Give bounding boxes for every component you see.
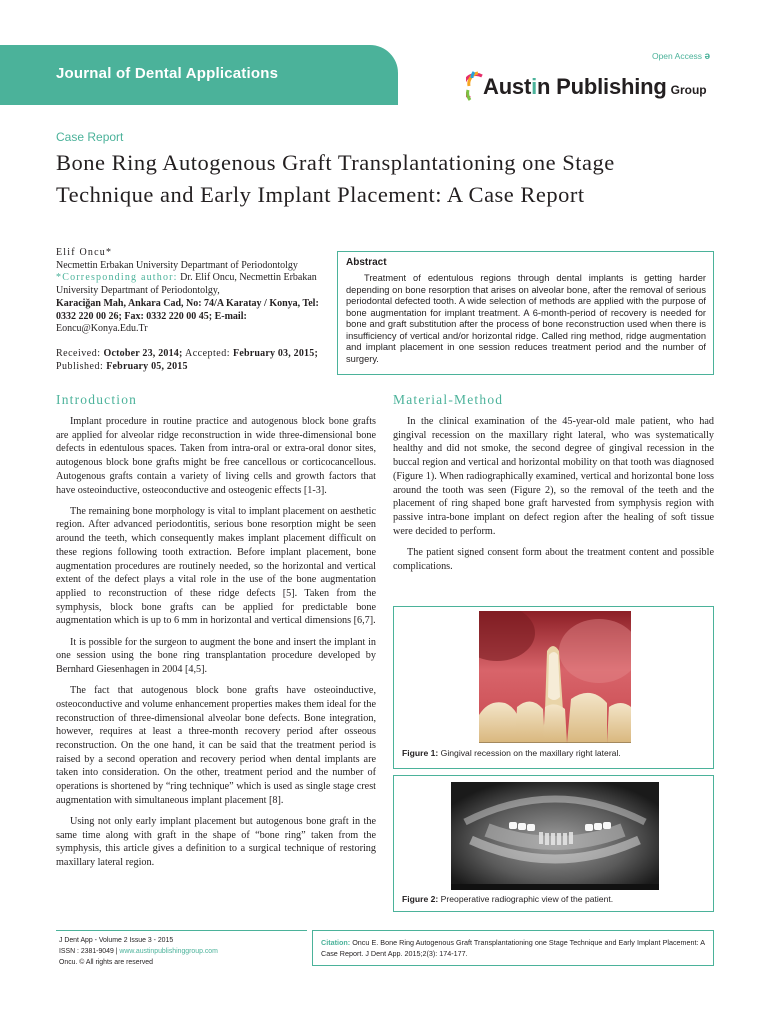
received-date: October 23, 2014; [103, 347, 183, 359]
received-label: Received: [56, 347, 104, 359]
abstract-text: Treatment of edentulous regions through dental implants is getting harder depending on bone resorption that arises on alveolar bone, after the removal of serious periodontal defected tooth. A wide selection of methods are applied with the purpose of bone augmentation for implant treatment. A 6-month-period of recovery is needed for bone and graft substitution after the process of bone reconstruction used when there is insufficiency of vertical and/or horizontal ridge. Called ring method, ridge augmentation and implant placement in one session reduces treatment period and the number of surgery. [346, 273, 706, 364]
figure-1-caption [402, 748, 621, 758]
open-lock-icon: ə [704, 51, 710, 62]
footer-issn: ISSN : 2381-9049 | [59, 947, 120, 955]
introduction-paragraph: The fact that autogenous block bone grafts have osteoinductive, osteoconductive and volume enhancement properties makes them ideal for the reconstruction of three-dimensional alveolar bone defects. Bone integration, however, requires at least a three-month recovery period after osseous reconstruction. On the one hand, it can be said that the treatment period is raised by a second operation and recovery period when dental implants are taken into consideration. On the other, treatment period and the number of operations is shortened by “ring technique” which is used as single stage crest augmentation with simultaneous implant placement [8]. [56, 685, 376, 806]
figure-1-label: Figure 1: [402, 748, 439, 758]
published-label: Published: [56, 360, 107, 372]
figure-1-caption-text: Gingival recession on the maxillary right lateral. [438, 748, 621, 758]
publisher-group-label: Group [670, 83, 707, 97]
footer-volume: J Dent App - Volume 2 Issue 3 - 2015 [59, 937, 174, 944]
footer-website-link[interactable]: www.austinpublishinggroup.com [119, 947, 218, 955]
figure-1-clinical-photo [479, 611, 631, 743]
figure-2-caption-text: Preoperative radiographic view of the patient. [438, 894, 614, 904]
corresponding-author [56, 272, 320, 297]
article-title: Bone Ring Autogenous Graft Transplantationing one Stage Technique and Early Implant Placement: A Case Report [56, 150, 615, 207]
introduction-paragraph: The remaining bone morphology is vital to implant placement on aesthetic region. After advanced periodontitis, serious bone resorption might be seen around the teeth, which consequently makes implant placement difficult on these regions following tooth extraction. Before implant placement, bone augmentation procedures are routinely needed, so the horizontal and vertical extent of the defect plays a vital role in the use of the bone augmentation applied to reconstruction of these ridge defects [5]. Taken from the symphysis, block bone grafts can be applied for predictable bone augmentation which is up to 6 mm in horizontal and vertical dimensions [6,7]. [56, 505, 376, 627]
introduction-heading: Introduction [56, 392, 138, 407]
article-type: Case Report [56, 130, 124, 144]
accepted-date: February 03, 2015; [233, 347, 318, 359]
introduction-paragraph: Using not only early implant placement but autogenous bone graft in the same time along with graft in the shape of “bone ring” taken from the symphysis, this article gives a definition to a surgical technique of restoring maxillary lateral region. [56, 815, 376, 869]
abstract-heading: Abstract [346, 257, 387, 268]
corresponding-author-label: *Corresponding author: [56, 272, 178, 284]
citation-box [312, 930, 714, 966]
footer-divider [56, 930, 307, 931]
publisher-name-main: Austin Publishing [483, 74, 667, 99]
figure-2-label: Figure 2: [402, 894, 439, 904]
publisher-logo [466, 70, 716, 106]
figure-2-caption [402, 894, 613, 904]
author-block [56, 247, 320, 373]
method-column [393, 415, 714, 581]
introduction-column [56, 415, 376, 877]
author-name: Elif Oncu* [56, 247, 113, 258]
footer-rights: Oncu. © All rights are reserved [59, 958, 153, 966]
open-access-text: Open Access [651, 51, 703, 61]
method-paragraph: The patient signed consent form about the treatment content and possible complications. [393, 546, 714, 572]
footer-issn-line [59, 947, 309, 958]
author-affiliation: Necmettin Erbakan University Departmant of Periodontolgy [56, 259, 298, 271]
citation-label: Citation: [321, 938, 351, 947]
footer-journal-info [59, 936, 309, 968]
author-email[interactable]: Eoncu@Konya.Edu.Tr [56, 323, 148, 335]
introduction-paragraph: Implant procedure in routine practice and autogenous block bone grafts are applied for alveolar ridge reconstruction in wide three-dimensional bone defects in edentulous spaces. Taken from intra-oral or extra-oral donor sites, autogenous block bone grafts might be free cancellous or corticocancellous. Autogenous grafts contain a variety of living cells and growth factors that have osteoinductive, osteoconductive and osteogenic effects [1-3]. [56, 416, 376, 496]
figure-1 [393, 606, 714, 769]
open-access-label [652, 51, 710, 62]
method-heading: Material-Method [393, 392, 504, 407]
figure-2-radiograph [451, 782, 659, 890]
accepted-label: Accepted: [182, 347, 234, 359]
publisher-name [483, 74, 707, 100]
introduction-paragraph: It is possible for the surgeon to augment the bone and insert the implant in one session using the bone ring transplantation procedure developed by Bernhard Giesenhagen in 2004 [4,5]. [56, 636, 376, 675]
method-paragraph: In the clinical examination of the 45-year-old male patient, who had gingival recession on the maxillary right lateral, who was systematically healthy and did not smoke, the second degree of gingival recession in the buccal region and vertical and horizontal mobility on that tooth was diagnosed (Figure 1). When radiographically examined, vertical and horizontal bone loss around the tooth was seen (Figure 2), so the removal of the teeth and the placement of ring shaped bone graft harvested from symphysis region with passive intra-bone implant on defect region after the healing of soft tissue were decided to perform. [393, 416, 714, 537]
article-dates [56, 348, 320, 373]
journal-name: Journal of Dental Applications [56, 65, 279, 82]
corresponding-author-text: Dr. Elif Oncu, Necmettin Erbakan University Departmant of Periodontolgy, [56, 272, 317, 297]
author-address: Karaciğan Mah, Ankara Cad, No: 74/A Karatay / Konya, Tel: 0332 220 00 26; Fax: 0332 220 00 45; E-mail: [56, 297, 319, 322]
abstract-box [337, 251, 714, 375]
figure-2 [393, 775, 714, 912]
published-date: February 05, 2015 [106, 360, 188, 372]
citation-text: Oncu E. Bone Ring Autogenous Graft Transplantationing one Stage Technique and Early Implant Placement: A Case Report. J Dent App. 2015;2(3): 174-177. [321, 938, 705, 959]
